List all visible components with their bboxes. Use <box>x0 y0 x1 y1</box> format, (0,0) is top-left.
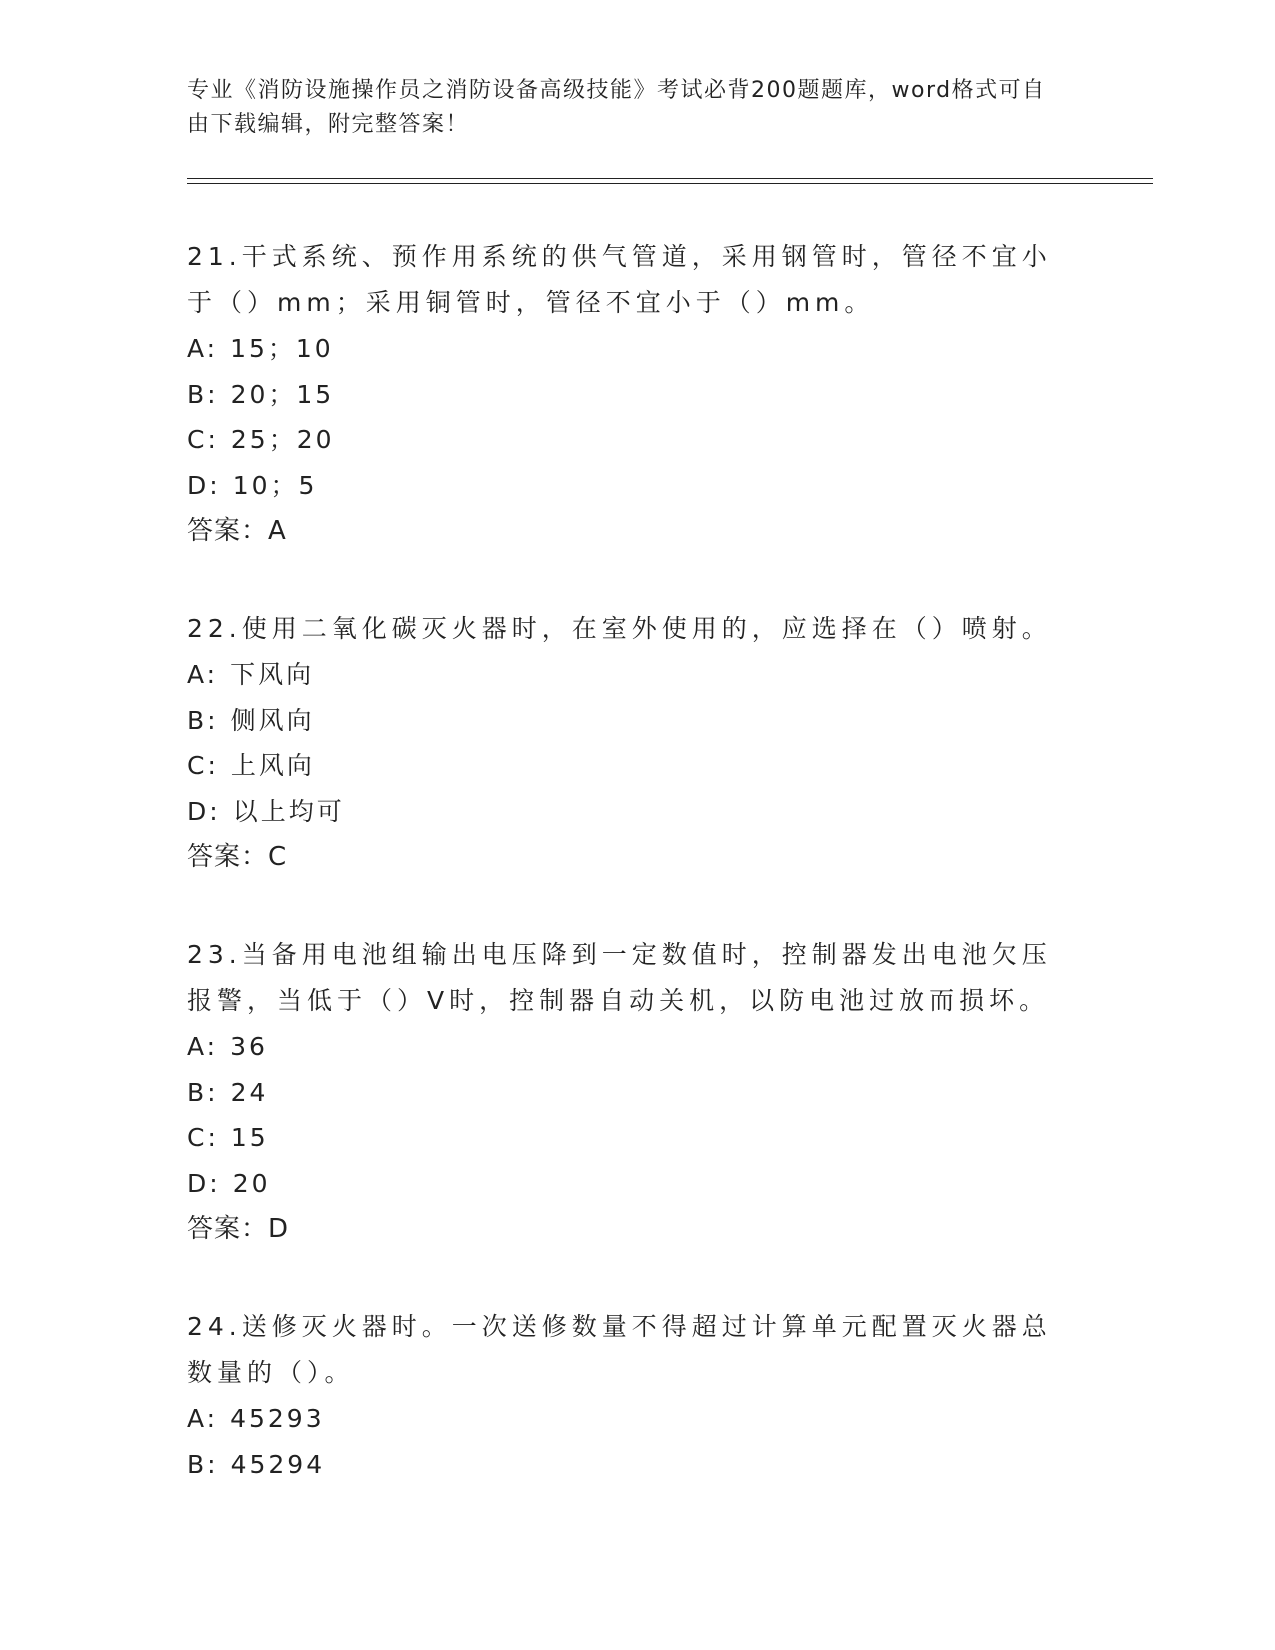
question-stem: 21.干式系统、预作用系统的供气管道，采用钢管时，管径不宜小于（）mm；采用铜管时，管径不宜小于（）mm。 <box>187 242 1052 317</box>
option-a <box>187 1396 1087 1442</box>
option-text: 45294 <box>230 1449 326 1479</box>
option-label: B: <box>187 379 219 409</box>
option-d <box>187 789 1087 835</box>
option-text: 45293 <box>230 1404 325 1433</box>
option-label: C: <box>187 1123 219 1152</box>
option-text: 20；15 <box>230 379 335 409</box>
option-text: 10；5 <box>232 470 318 500</box>
question-stem: 23.当备用电池组输出电压降到一定数值时，控制器发出电池欠压报警，当低于（）V时，控制器自动关机，以防电池过放而损坏。 <box>187 940 1052 1015</box>
option-text: 25；20 <box>230 425 335 454</box>
option-label: A: <box>187 1032 219 1061</box>
option-text: 上风向 <box>230 751 315 780</box>
question-21 <box>187 234 1087 554</box>
header-divider-bottom <box>187 183 1153 184</box>
option-text: 以上均可 <box>232 796 345 826</box>
option-c <box>187 417 1087 463</box>
option-d <box>187 1161 1087 1207</box>
option-c <box>187 743 1087 789</box>
answer-line: 答案：C <box>187 842 288 872</box>
option-text: 下风向 <box>230 660 315 689</box>
option-label: C: <box>187 425 219 454</box>
option-label: B: <box>187 1449 219 1479</box>
option-b <box>187 372 1087 418</box>
answer-line: 答案：A <box>187 516 287 546</box>
question-stem: 24.送修灭火器时。一次送修数量不得超过计算单元配置灭火器总数量的（）。 <box>187 1312 1052 1387</box>
option-label: A: <box>187 1404 219 1433</box>
document-header: 专业《消防设施操作员之消防设备高级技能》考试必背200题题库，word格式可自由下载编辑，附完整答案！ <box>187 78 1046 137</box>
option-label: D: <box>187 470 221 500</box>
header-divider-top <box>187 178 1153 179</box>
option-c <box>187 1115 1087 1161</box>
option-label: B: <box>187 705 219 735</box>
option-text: 20 <box>232 1168 271 1198</box>
option-a <box>187 326 1087 372</box>
option-text: 15；10 <box>230 334 334 363</box>
option-text: 36 <box>230 1032 268 1061</box>
option-b <box>187 1442 1087 1488</box>
option-label: D: <box>187 1168 221 1198</box>
option-a <box>187 1024 1087 1070</box>
option-label: C: <box>187 751 219 780</box>
answer-line: 答案：D <box>187 1214 290 1244</box>
question-stem: 22.使用二氧化碳灭火器时，在室外使用的，应选择在（）喷射。 <box>187 614 1052 643</box>
option-text: 侧风向 <box>230 705 315 735</box>
option-text: 24 <box>230 1077 269 1107</box>
option-label: D: <box>187 796 221 826</box>
option-d <box>187 463 1087 509</box>
option-b <box>187 698 1087 744</box>
option-label: A: <box>187 660 219 689</box>
option-b <box>187 1070 1087 1116</box>
question-22 <box>187 606 1087 880</box>
question-23 <box>187 932 1087 1252</box>
option-a <box>187 652 1087 698</box>
question-24 <box>187 1304 1087 1487</box>
option-label: B: <box>187 1077 219 1107</box>
question-list <box>187 234 1087 1539</box>
option-text: 15 <box>230 1123 269 1152</box>
option-label: A: <box>187 334 219 363</box>
